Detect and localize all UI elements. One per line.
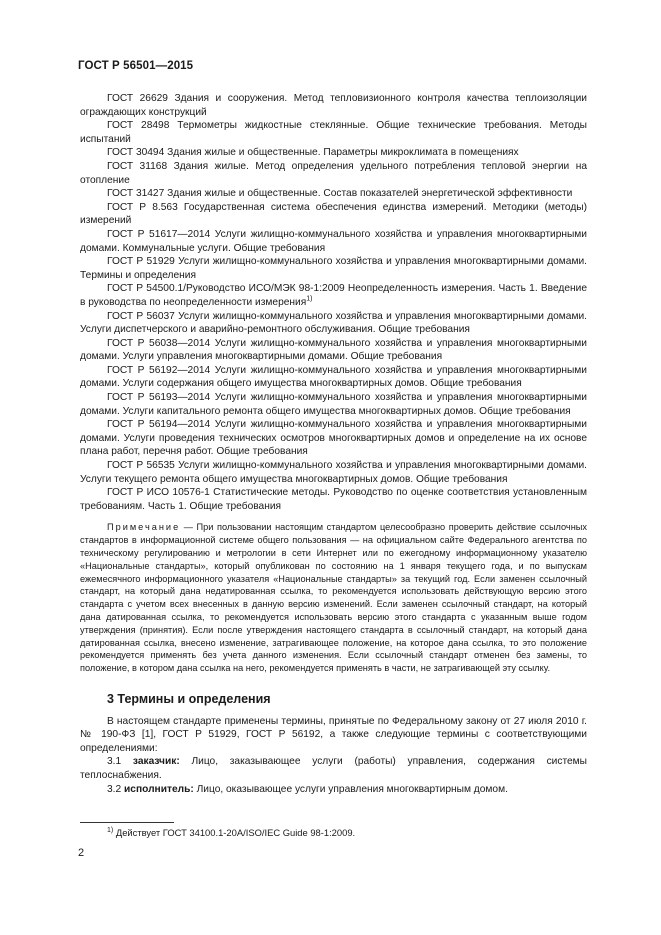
reference-item: ГОСТ 31427 Здания жилые и общественные. Состав показателей энергетической эффективности xyxy=(107,188,573,200)
reference-item: ГОСТ Р 56194—2014 Услуги жилищно-коммунального хозяйства и управления многоквартирными домами. Услуги проведения технических осмотров многоквартирных домов и определение на их основе плана работ, перечня работ. Общие требования xyxy=(80,419,587,458)
page-content xyxy=(80,92,587,796)
reference-item: ГОСТ Р 8.563 Государственная система обеспечения единства измерений. Методики (методы) измерений xyxy=(80,201,587,227)
section-title: 3 Термины и определения xyxy=(107,691,271,706)
page-number: 2 xyxy=(78,847,85,859)
reference-item: ГОСТ 26629 Здания и сооружения. Метод тепловизионного контроля качества теплоизоляции ограждающих конструкций xyxy=(80,93,587,118)
reference-item: ГОСТ Р 51617—2014 Услуги жилищно-коммунального хозяйства и управления многоквартирными домами. Коммунальные услуги. Общие требования xyxy=(80,228,587,254)
term-word: исполнитель: xyxy=(124,783,194,795)
reference-item: ГОСТ Р 56037 Услуги жилищно-коммунального хозяйства и управления многоквартирными домами. Услуги диспетчерского и аварийно-ремонтного обслуживания. Общие требования xyxy=(80,310,587,336)
footnote-marker: 1) xyxy=(107,826,114,834)
section-intro: В настоящем стандарте применены термины, принятые по Федеральному закону от 27 июля 2010 г. № 190-ФЗ [1], ГОСТ Р 51929, ГОСТ Р 56192, а также следующие термины с соответствующими определениями: xyxy=(80,715,587,754)
reference-item: ГОСТ Р 56535 Услуги жилищно-коммунального хозяйства и управления многоквартирными домами. Услуги текущего ремонта общего имущества многоквартирных домов. Общие требования xyxy=(80,460,587,485)
footnote xyxy=(107,827,355,838)
footnote-marker: 1) xyxy=(306,295,313,303)
note-text: — При пользовании настоящим стандартом целесообразно проверить действие ссылочных стандартов в информационной системе общего пользования — на официальном сайте Федерального агентства по техническому регулированию и метрологии в сети Интернет или по ежегодному информационному указателю «Национальные стандарты», который опубликован по состоянию на 1 января текущего года, и по выпускам ежемесячного информационного указателя «Национальные стандарты» за текущий год. Если заменен ссылочный стандарт, на который дана недатированная ссылка, то рекомендуется использовать действующую версию этого стандарта с учетом всех внесенных в данную версию изменений. Если заменен ссылочный стандарт, на который дана датированная ссылка, то рекомендуется использовать версию этого стандарта с указанным выше годом утверждения (принятия). Если после утверждения настоящего стандарта в ссылочный стандарт, на который дана датированная ссылка, внесено изменение, затрагивающее положение, на которое дана ссылка, то это положение рекомендуется применять без учета данного изменения. Если ссылочный стандарт отменен без замены, то положение, в котором дана ссылка на него, рекомендуется применять в части, не затрагивающей эту ссылку. xyxy=(80,522,587,674)
reference-item: ГОСТ Р 56193—2014 Услуги жилищно-коммунального хозяйства и управления многоквартирными домами. Услуги капитального ремонта общего имущества многоквартирных домов. Общие требования xyxy=(80,392,587,417)
term-number: 3.1 xyxy=(107,756,122,768)
term-text: Лицо, заказывающее услуги (работы) управления, содержания системы теплоснабжения. xyxy=(80,756,587,781)
term-definition xyxy=(80,755,587,782)
term-number: 3.2 xyxy=(107,783,122,795)
note-label: Примечание xyxy=(107,522,181,533)
footnote-text: Действует ГОСТ 34100.1-20А/ISO/IEC Guide 98-1:2009. xyxy=(115,827,356,838)
reference-item: ГОСТ Р ИСО 10576-1 Статистические методы. Руководство по оценке соответствия установленным требованиям. Часть 1. Общие требования xyxy=(80,487,587,512)
footnote-divider xyxy=(80,822,174,823)
reference-item-with-footnote xyxy=(80,282,587,309)
reference-item: ГОСТ 31168 Здания жилые. Метод определения удельного потребления тепловой энергии на отопление xyxy=(80,160,587,186)
term-definition xyxy=(80,783,587,797)
term-word: заказчик: xyxy=(132,756,180,768)
note-block xyxy=(80,521,587,675)
term-text: Лицо, оказывающее услуги управления многоквартирным домом. xyxy=(196,783,508,795)
reference-text: ГОСТ Р 54500.1/Руководство ИСО/МЭК 98-1:2009 Неопределенность измерения. Часть 1. Введение в руководства по неопределенности измерения xyxy=(80,283,587,308)
reference-item: ГОСТ Р 56038—2014 Услуги жилищно-коммунального хозяйства и управления многоквартирными домами. Услуги управления многоквартирными домами. Общие требования xyxy=(80,337,587,363)
reference-item: ГОСТ 30494 Здания жилые и общественные. Параметры микроклимата в помещениях xyxy=(107,147,519,159)
reference-item: ГОСТ 28498 Термометры жидкостные стеклянные. Общие технические требования. Методы испытаний xyxy=(80,120,587,145)
reference-item: ГОСТ Р 51929 Услуги жилищно-коммунального хозяйства и управления многоквартирными домами. Термины и определения xyxy=(80,256,587,281)
reference-item: ГОСТ Р 56192—2014 Услуги жилищно-коммунального хозяйства и управления многоквартирными домами. Услуги содержания общего имущества многоквартирных домов. Общие требования xyxy=(80,364,587,390)
document-header: ГОСТ Р 56501—2015 xyxy=(78,60,194,72)
